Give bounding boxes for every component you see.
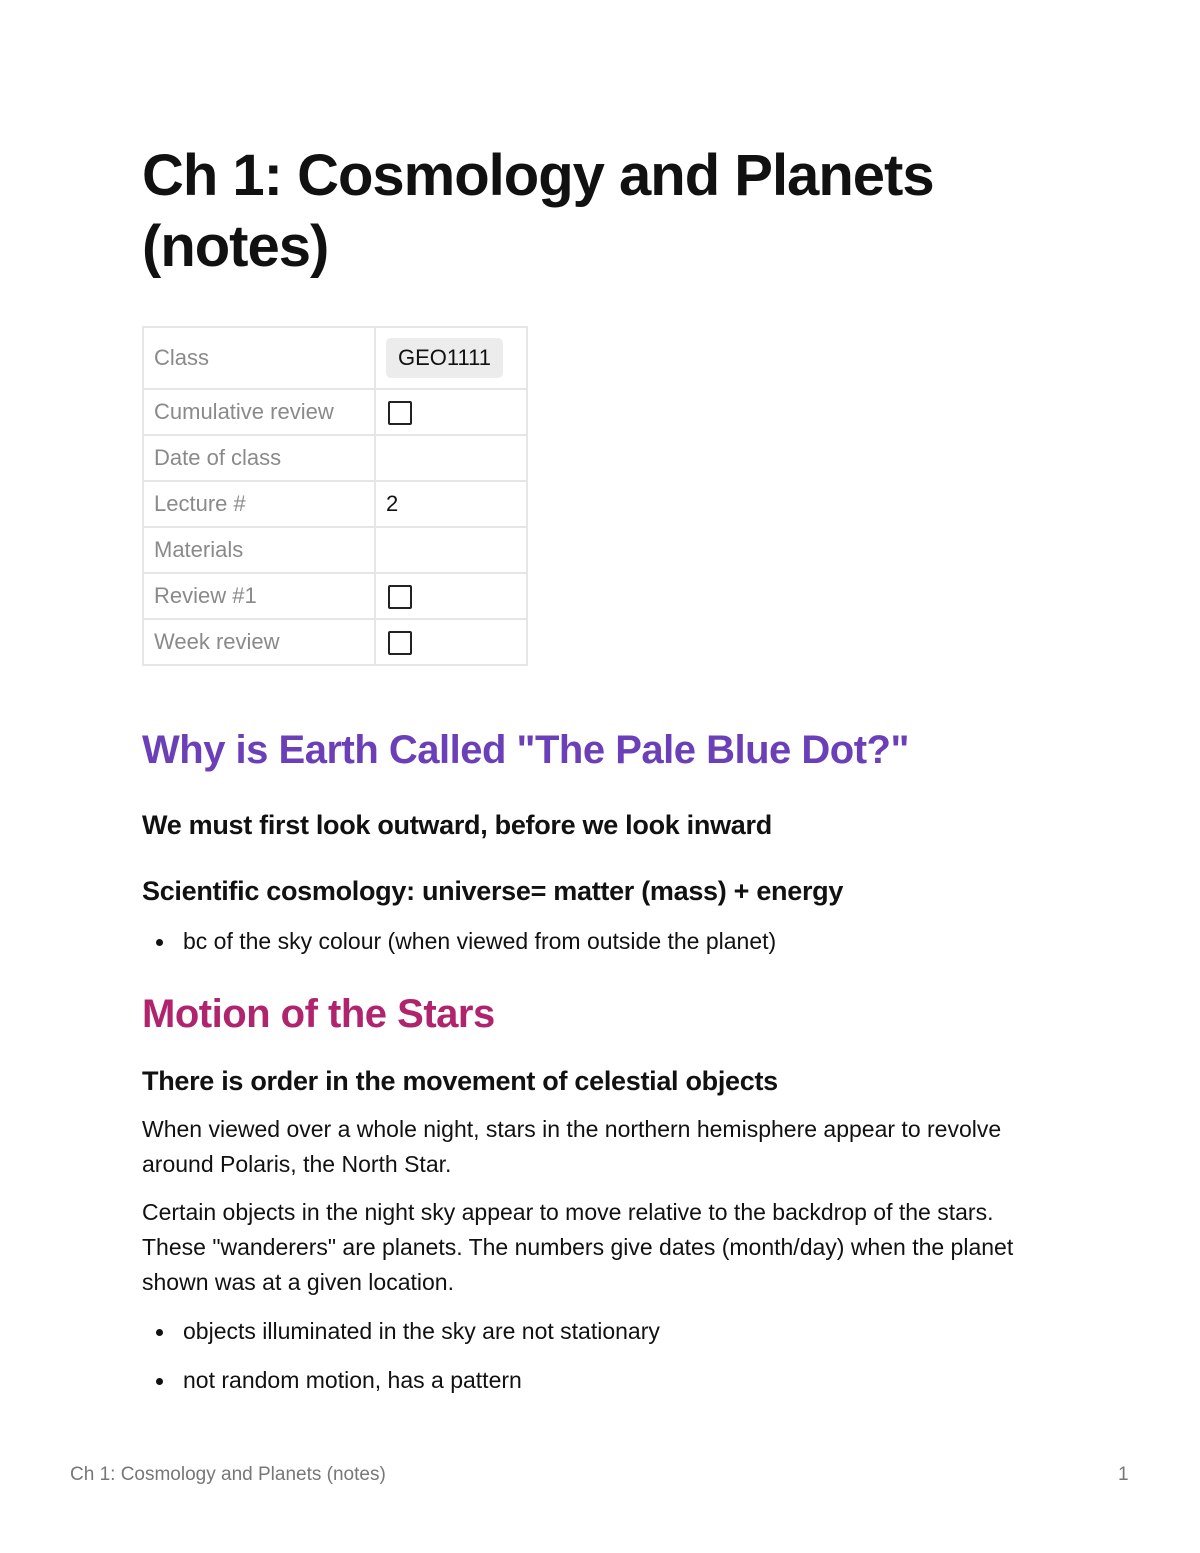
property-value <box>375 573 527 619</box>
property-name: Week review <box>143 619 375 665</box>
footer-page-number: 1 <box>1118 1464 1129 1485</box>
property-row-cumulative-review <box>143 389 527 435</box>
property-row-date-of-class <box>143 435 527 481</box>
review-1-checkbox[interactable] <box>388 585 412 609</box>
footer-title: Ch 1: Cosmology and Planets (notes) <box>70 1464 386 1485</box>
bullet-icon <box>156 1378 163 1385</box>
list-item <box>142 1367 522 1394</box>
properties-table <box>142 326 528 666</box>
property-name: Materials <box>143 527 375 573</box>
subheading-look-outward: We must first look outward, before we look inward <box>142 810 772 840</box>
list-item <box>142 928 776 955</box>
date-of-class-value[interactable] <box>375 435 527 481</box>
property-name: Lecture # <box>143 481 375 527</box>
property-name: Class <box>143 327 375 389</box>
page-title: Ch 1: Cosmology and Planets (notes) <box>142 143 934 279</box>
bullet-icon <box>156 939 163 946</box>
property-name: Cumulative review <box>143 389 375 435</box>
property-row-class <box>143 327 527 389</box>
property-row-week-review <box>143 619 527 665</box>
materials-value[interactable] <box>375 527 527 573</box>
property-row-materials <box>143 527 527 573</box>
property-row-review-1 <box>143 573 527 619</box>
lecture-number-value[interactable]: 2 <box>375 481 527 527</box>
subheading-order-in-movement: There is order in the movement of celestial objects <box>142 1066 778 1096</box>
bullet-icon <box>156 1329 163 1336</box>
property-name: Review #1 <box>143 573 375 619</box>
week-review-checkbox[interactable] <box>388 631 412 655</box>
property-value <box>375 327 527 389</box>
list-item-text: bc of the sky colour (when viewed from outside the planet) <box>183 928 777 954</box>
section-heading-pale-blue-dot: Why is Earth Called "The Pale Blue Dot?" <box>142 728 909 772</box>
paragraph-wanderers: Certain objects in the night sky appear to move relative to the backdrop of the stars. These "wanderers" are planets. The numbers give dates (month/day) when the planet shown was at a given location. <box>142 1199 1014 1295</box>
paragraph-polaris: When viewed over a whole night, stars in the northern hemisphere appear to revolve around Polaris, the North Star. <box>142 1116 1002 1177</box>
property-value <box>375 619 527 665</box>
section-heading-motion-of-stars: Motion of the Stars <box>142 992 495 1036</box>
list-item <box>142 1318 660 1345</box>
property-row-lecture-number <box>143 481 527 527</box>
subheading-scientific-cosmology: Scientific cosmology: universe= matter (mass) + energy <box>142 876 844 906</box>
property-name: Date of class <box>143 435 375 481</box>
class-tag[interactable]: GEO1111 <box>386 338 503 378</box>
property-value <box>375 389 527 435</box>
cumulative-review-checkbox[interactable] <box>388 401 412 425</box>
list-item-text: objects illuminated in the sky are not stationary <box>183 1318 660 1344</box>
list-item-text: not random motion, has a pattern <box>183 1367 522 1393</box>
